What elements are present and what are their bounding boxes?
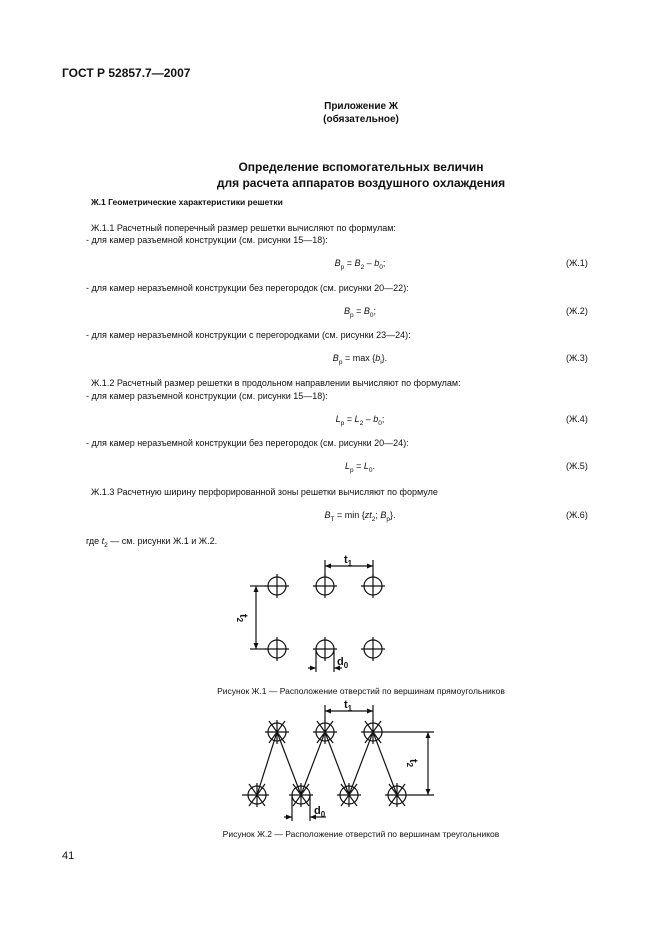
hole	[361, 637, 385, 661]
hole	[242, 783, 269, 807]
paragraph-1-2: Ж.1.2 Расчетный размер решетки в продольном направлении вычисляют по формулам:	[91, 378, 461, 388]
hole-grid	[265, 574, 385, 661]
standard-designation: ГОСТ Р 52857.7—2007	[62, 66, 191, 80]
hole	[313, 720, 337, 744]
formula-zh1: $B_р = B_2 - b_0$;	[334, 258, 386, 271]
section-title-line2: для расчета аппаратов воздушного охлаждения	[216, 176, 506, 190]
formula-zh5: $L_р = L_0$.	[344, 461, 376, 474]
formula-number-zh1: (Ж.1)	[566, 258, 588, 268]
hole	[265, 637, 289, 661]
formula-zh4: $L_р = L_2 - b_0$;	[335, 414, 385, 427]
paragraph-1-1: Ж.1.1 Расчетный поперечный размер решетки вычисляют по формулам:	[91, 223, 396, 233]
annex-title	[62, 100, 660, 126]
formula-zh3: $B_р = \max \{b_i\}$.	[332, 353, 388, 366]
section-title-line1: Определение вспомогательных величин	[238, 160, 484, 174]
label-d0: $d_0$	[314, 805, 326, 819]
hole	[361, 720, 385, 744]
hole	[265, 574, 289, 598]
item-1-1a: - для камер разъемной конструкции (см. рисунки 15—18):	[86, 235, 328, 245]
page-number: 41	[62, 850, 75, 862]
annex-status: (обязательное)	[323, 114, 399, 125]
formula-number-zh3: (Ж.3)	[566, 353, 588, 363]
figure-zh2-triangular-layout	[230, 697, 440, 827]
formula-number-zh2: (Ж.2)	[566, 306, 588, 316]
formula-number-zh6: (Ж.6)	[566, 510, 588, 520]
hole	[337, 783, 361, 807]
item-1-1c: - для камер неразъемной конструкции с перегородками (см. рисунки 23—24):	[86, 330, 411, 340]
where-clause: где $t_2$ — см. рисунки Ж.1 и Ж.2.	[86, 536, 218, 549]
figure-zh1-caption: Рисунок Ж.1 — Расположение отверстий по вершинам прямоугольников	[217, 686, 505, 696]
label-t2: $t_2$	[235, 614, 249, 623]
formula-zh6: $B_T = \min \{zt_2$; $B_р$}.	[324, 510, 396, 523]
label-t1: $t_1$	[344, 699, 353, 713]
hole	[265, 720, 289, 744]
formula-number-zh4: (Ж.4)	[566, 414, 588, 424]
section-title	[62, 159, 660, 191]
formula-zh2: $B_р = B_0$;	[343, 306, 377, 319]
item-1-2a: - для камер разъемной конструкции (см. рисунки 15—18):	[86, 391, 328, 401]
formula-number-zh5: (Ж.5)	[566, 461, 588, 471]
label-t2: $t_2$	[405, 759, 419, 768]
figure-zh1-rectangular-layout	[230, 552, 430, 678]
hole	[361, 574, 385, 598]
hole	[313, 574, 337, 598]
item-1-1b: - для камер неразъемной конструкции без перегородок (см. рисунки 20—22):	[86, 283, 409, 293]
hole	[385, 783, 409, 807]
paragraph-1-3: Ж.1.3 Расчетную ширину перфорированной зоны решетки вычисляют по формуле	[91, 487, 438, 497]
item-1-2b: - для камер неразъемной конструкции без перегородок (см. рисунки 20—24):	[86, 438, 409, 448]
figure-zh2-caption: Рисунок Ж.2 — Расположение отверстий по вершинам треугольников	[222, 829, 500, 839]
subsection-title: Ж.1 Геометрические характеристики решетки	[91, 197, 283, 207]
label-t1: $t_1$	[344, 554, 353, 568]
dimension-t2	[250, 586, 266, 649]
label-d0: $d_0$	[337, 656, 349, 670]
hole	[313, 637, 337, 661]
hole	[289, 783, 313, 807]
annex-name: Приложение Ж	[324, 101, 398, 112]
